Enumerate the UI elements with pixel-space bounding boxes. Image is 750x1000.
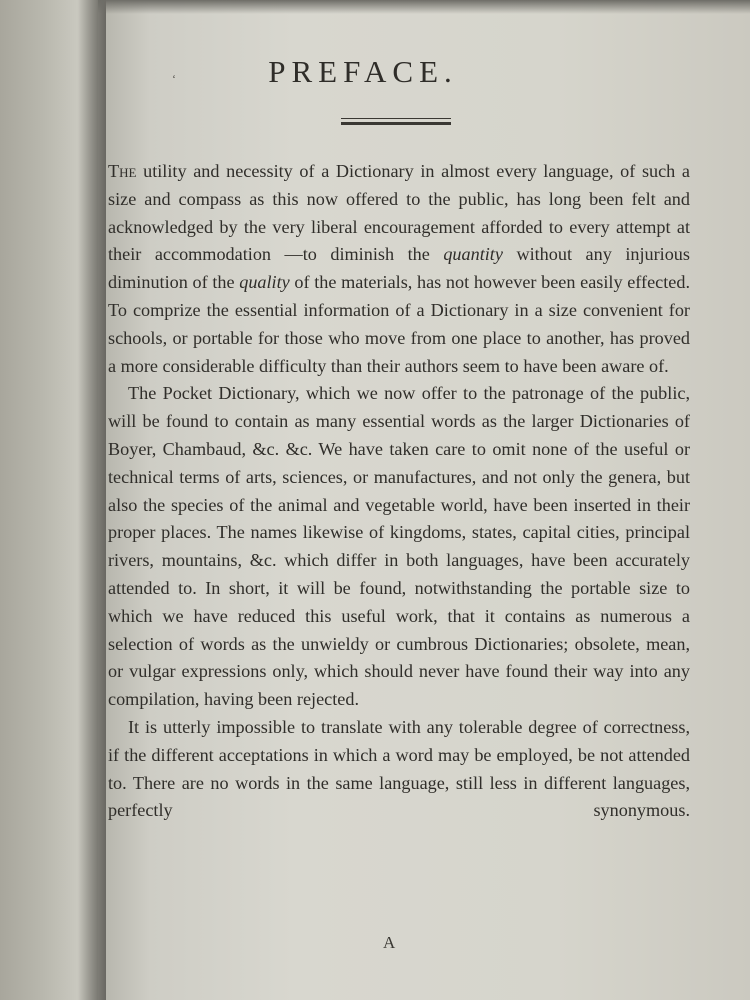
paragraph-1 <box>108 158 690 380</box>
title-rule-thick <box>341 122 451 125</box>
page-signature: A <box>383 933 396 952</box>
paragraph-1-drop-word: The <box>108 161 137 181</box>
paragraph-2: The Pocket Dictionary, which we now offer to the patronage of the public, will be found to contain as many essential words as the larger Dictionaries of Boyer, Chambaud, &c. &c. We have taken care to omit none of the useful or technical terms of arts, sciences, or manufactures, and not only the genera, but also the species of the animal and vegetable world, have been inserted in their proper places. The names likewise of kingdoms, states, capital cities, principal rivers, mountains, &c. which differ in both languages, have been accurately attended to. In short, it will be found, notwithstanding the portable size to which we have reduced this useful work, that it contains as numerous a selection of words as the unwieldy or cumbrous Dictionaries; obsolete, mean, or vulgar expressions only, which should never have found their way into any compilation, having been rejected. <box>108 383 690 710</box>
page-title: PREFACE. <box>268 54 458 89</box>
preface-body <box>108 158 690 825</box>
paragraph-1-text: utility and necessity of a Dictionary in almost every language, of such a size and compass as this now offered to the public, has long been felt and acknowledged by the very liberal encouragement afforded to every attempt at their accommodation —to diminish the quantity without any injurious diminution of the quality of the materials, has not however been easily effected. To comprize the essential information of a Dictionary in a size convenient for schools, or portable for those who move from one place to another, has proved a more considerable difficulty than their authors seem to have been aware of. <box>108 161 690 376</box>
paragraph-3: It is utterly impossible to translate with any tolerable degree of correctness, if the different acceptations in which a word may be employed, be not attended to. There are no words in the same language, still less in different languages, perfectly synonymous. <box>108 716 690 821</box>
page-top-shadow <box>98 0 750 14</box>
page-gutter <box>78 0 106 1000</box>
title-rule-thin <box>341 118 451 119</box>
ink-speck: ʻ <box>172 72 176 86</box>
